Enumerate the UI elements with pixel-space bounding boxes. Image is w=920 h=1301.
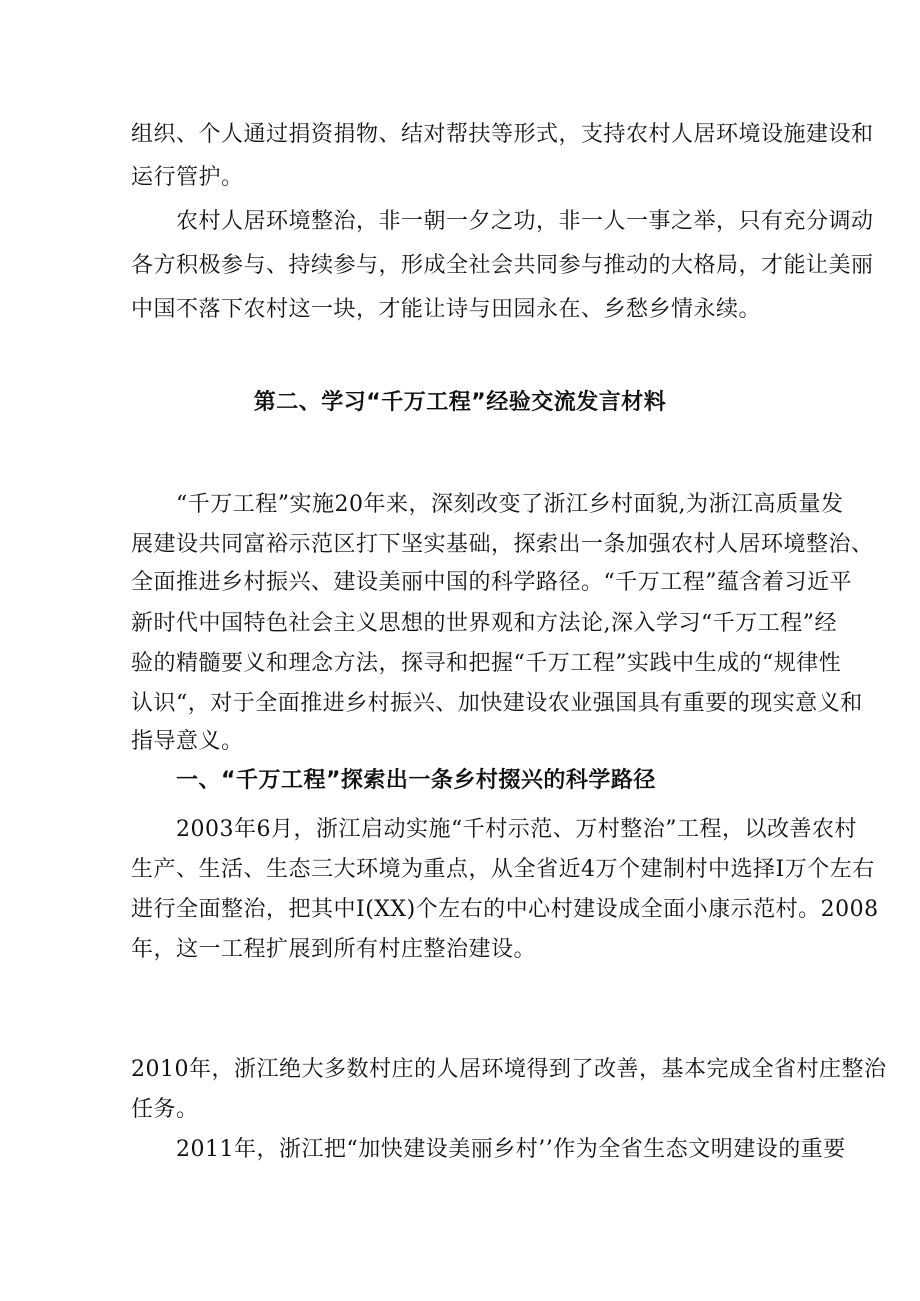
paragraph-line: 生产、生活、生态三大环境为重点，从全省近4万个建制村中选择I万个左右	[131, 857, 875, 882]
paragraph-line: 新时代中国特色社会主义思想的世界观和方法论,深入学习“千万工程”经	[131, 611, 837, 636]
paragraph-line: “千万工程”实施20年来，深刻改变了浙江乡村面貌,为浙江高质量发	[176, 492, 844, 517]
paragraph-line: 认识“，对于全面推进乡村振兴、加快建设农业强国具有重要的现实意义和	[131, 691, 863, 716]
paragraph-line: 指导意义。	[131, 729, 244, 754]
paragraph-line: 2011年，浙江把“加快建设美丽乡村’’作为全省生态文明建设的重要	[176, 1137, 846, 1162]
section-title: 第二、学习“千万工程”经验交流发言材料	[253, 390, 667, 415]
paragraph-line: 运行管护。	[131, 165, 244, 190]
paragraph-line: 中国不落下农村这一块，才能让诗与田园永在、乡愁乡情永续。	[131, 297, 762, 322]
paragraph-line: 全面推进乡村振兴、建设美丽中国的科学路径。“千万工程”蕴含着习近平	[131, 570, 852, 595]
paragraph-line: 进行全面整治，把其中I(XX)个左右的中心村建设成全面小康示范村。2008	[131, 897, 879, 922]
paragraph-line: 2010年，浙江绝大多数村庄的人居环境得到了改善，基本完成全省村庄整治	[131, 1057, 887, 1082]
paragraph-line: 年，这一工程扩展到所有村庄整治建设。	[131, 937, 537, 962]
paragraph-line: 验的精髓要义和理念方法，探寻和把握“千万工程”实践中生成的“规律性	[131, 651, 842, 676]
paragraph-line: 2003年6月，浙江启动实施“千村示范、万村整治”工程，以改善农村	[176, 817, 857, 842]
paragraph-line: 组织、个人通过捐资捐物、结对帮扶等形式，支持农村人居环境设施建设和	[131, 122, 874, 147]
paragraph-line: 展建设共同富裕示范区打下坚实基础，探索出一条加强农村人居环境整治、	[131, 532, 874, 557]
paragraph-line: 各方积极参与、持续参与，形成全社会共同参与推动的大格局，才能让美丽	[131, 253, 874, 278]
section-heading: 一、“千万工程”探索出一条乡村掇兴的科学路径	[176, 768, 656, 793]
paragraph-line: 农村人居环境整治，非一朝一夕之功，非一人一事之举，只有充分调动	[176, 209, 874, 234]
paragraph-line: 任务。	[131, 1097, 199, 1122]
